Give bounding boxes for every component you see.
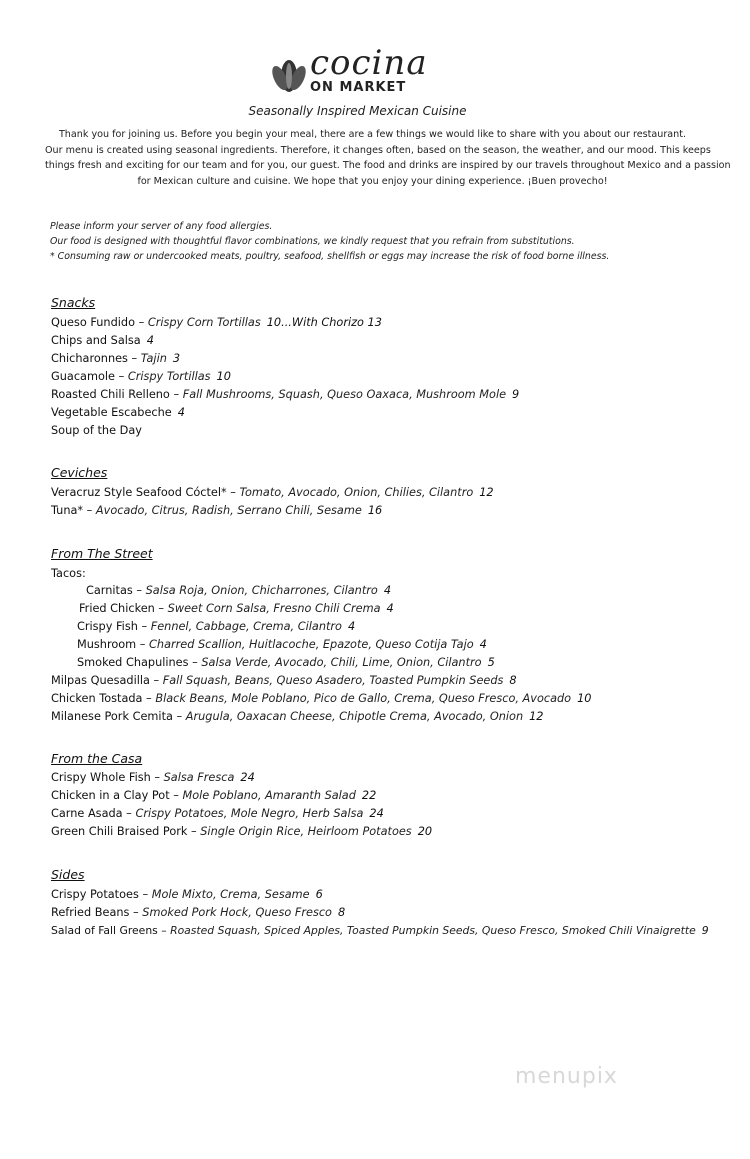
item-name: Queso Fundido bbox=[51, 316, 135, 329]
item-price: 24 bbox=[240, 771, 255, 784]
item-name: Mushroom bbox=[77, 638, 137, 651]
item-price: 8 bbox=[337, 906, 346, 919]
item-name: Soup of the Day bbox=[51, 424, 142, 437]
item-description: Crispy Corn Tortillas bbox=[147, 316, 261, 329]
menu-item: Guacamole – Crispy Tortillas 10 bbox=[51, 370, 231, 383]
item-price: 20 bbox=[417, 825, 433, 838]
item-price: 9 bbox=[512, 388, 520, 401]
agave-leaf-icon bbox=[270, 54, 308, 94]
menu-item: Salad of Fall Greens – Roasted Squash, Spiced Apples, Toasted Pumpkin Seeds, Queso Fresco, Smoked Chili Vinaigrette 9 bbox=[51, 924, 709, 937]
item-price: 12 bbox=[529, 710, 544, 723]
item-price: 4 bbox=[386, 602, 394, 615]
menu-item: Milanese Pork Cemita – Arugula, Oaxacan Cheese, Chipotle Crema, Avocado, Onion 12 bbox=[51, 710, 544, 723]
menu-item: Chicken Tostada – Black Beans, Mole Poblano, Pico de Gallo, Crema, Queso Fresco, Avocado 10 bbox=[51, 692, 592, 705]
item-name: Fried Chicken bbox=[79, 602, 155, 615]
logo-wordmark: cocina bbox=[310, 43, 428, 83]
restaurant-logo bbox=[270, 43, 450, 102]
note-line: * Consuming raw or undercooked meats, poultry, seafood, shellfish or eggs may increase the risk of food borne illness. bbox=[50, 251, 610, 262]
item-name: Carne Asada bbox=[51, 807, 123, 820]
logo-subtitle: ON MARKET bbox=[310, 80, 407, 95]
menu-item: Roasted Chili Relleno – Fall Mushrooms, Squash, Queso Oaxaca, Mushroom Mole 9 bbox=[51, 388, 520, 401]
taco-item: Mushroom – Charred Scallion, Huitlacoche, Epazote, Queso Cotija Tajo 4 bbox=[77, 638, 487, 651]
item-name: Guacamole bbox=[51, 370, 115, 383]
menu-item bbox=[51, 406, 185, 419]
section-title-ceviches: Ceviches bbox=[51, 465, 108, 480]
taco-item: Crispy Fish – Fennel, Cabbage, Crema, Cilantro 4 bbox=[77, 620, 356, 633]
item-description: Black Beans, Mole Poblano, Pico de Gallo, Crema, Queso Fresco, Avocado bbox=[155, 692, 572, 705]
item-description: Sweet Corn Salsa, Fresno Chili Crema bbox=[167, 602, 381, 615]
item-description: Charred Scallion, Huitlacoche, Epazote, Queso Cotija Tajo bbox=[149, 638, 474, 651]
menu-item: Carne Asada – Crispy Potatoes, Mole Negro, Herb Salsa 24 bbox=[51, 807, 384, 820]
item-price: 4 bbox=[146, 334, 154, 347]
taco-item: Fried Chicken – Sweet Corn Salsa, Fresno Chili Crema 4 bbox=[79, 602, 394, 615]
item-description: Tajin bbox=[140, 352, 167, 365]
menu-item: Tuna* – Avocado, Citrus, Radish, Serrano Chili, Sesame 16 bbox=[51, 504, 383, 517]
item-description: Salsa Roja, Onion, Chicharrones, Cilantro bbox=[145, 584, 378, 597]
tagline: Seasonally Inspired Mexican Cuisine bbox=[248, 104, 467, 118]
tacos-label: Tacos: bbox=[51, 567, 86, 580]
menu-item: Chicharonnes – Tajin 3 bbox=[51, 352, 181, 365]
item-description: Avocado, Citrus, Radish, Serrano Chili, Sesame bbox=[95, 504, 362, 517]
item-description: Single Origin Rice, Heirloom Potatoes bbox=[200, 825, 412, 838]
item-name: Green Chili Braised Pork bbox=[51, 825, 188, 838]
item-description: Salsa Verde, Avocado, Chili, Lime, Onion, Cilantro bbox=[201, 656, 482, 669]
item-description: Crispy Tortillas bbox=[127, 370, 211, 383]
item-price: 10...With Chorizo 13 bbox=[266, 316, 382, 329]
item-description: Mole Poblano, Amaranth Salad bbox=[182, 789, 356, 802]
item-name: Chicken in a Clay Pot bbox=[51, 789, 170, 802]
item-description: Fall Squash, Beans, Queso Asadero, Toasted Pumpkin Seeds bbox=[162, 674, 504, 687]
watermark: menupix bbox=[515, 1064, 618, 1089]
item-name: Roasted Chili Relleno bbox=[51, 388, 170, 401]
menu-item: Crispy Whole Fish – Salsa Fresca 24 bbox=[51, 771, 255, 784]
intro-line: things fresh and exciting for our team and for you, our guest. The food and drinks are inspired by our travels throughout Mexico and a passion bbox=[45, 160, 731, 171]
item-price: 8 bbox=[509, 674, 517, 687]
item-price: 3 bbox=[172, 352, 181, 365]
item-price: 6 bbox=[315, 888, 323, 901]
item-price: 4 bbox=[347, 620, 356, 633]
item-name: Chips and Salsa bbox=[51, 334, 141, 347]
taco-item: Smoked Chapulines – Salsa Verde, Avocado, Chili, Lime, Onion, Cilantro 5 bbox=[77, 656, 495, 669]
item-description: Smoked Pork Hock, Queso Fresco bbox=[142, 906, 332, 919]
section-title-street: From The Street bbox=[51, 546, 153, 561]
menu-item: Chicken in a Clay Pot – Mole Poblano, Amaranth Salad 22 bbox=[51, 789, 377, 802]
section-title-casa: From the Casa bbox=[51, 751, 143, 766]
item-name: Smoked Chapulines bbox=[77, 656, 189, 669]
intro-line: Thank you for joining us. Before you begin your meal, there are a few things we would like to share with you about our restaurant. bbox=[58, 129, 687, 140]
item-price: 5 bbox=[487, 656, 495, 669]
item-price: 4 bbox=[177, 406, 185, 419]
menu-item: Refried Beans – Smoked Pork Hock, Queso Fresco 8 bbox=[51, 906, 346, 919]
item-description: Fennel, Cabbage, Crema, Cilantro bbox=[150, 620, 342, 633]
allergy-notes bbox=[50, 219, 710, 264]
item-name: Salad of Fall Greens bbox=[51, 924, 158, 937]
item-price: 12 bbox=[479, 486, 494, 499]
section-title-snacks: Snacks bbox=[51, 295, 96, 310]
menu-item bbox=[51, 424, 142, 437]
item-description: Roasted Squash, Spiced Apples, Toasted Pumpkin Seeds, Queso Fresco, Smoked Chili Vinaigrette bbox=[170, 924, 696, 937]
item-name: Crispy Fish bbox=[77, 620, 138, 633]
item-name: Carnitas bbox=[86, 584, 133, 597]
item-name: Veracruz Style Seafood Cóctel* bbox=[51, 486, 227, 499]
item-description: Fall Mushrooms, Squash, Queso Oaxaca, Mushroom Mole bbox=[182, 388, 507, 401]
menu-item: Green Chili Braised Pork – Single Origin Rice, Heirloom Potatoes 20 bbox=[51, 825, 433, 838]
item-price: 24 bbox=[369, 807, 384, 820]
item-price: 22 bbox=[361, 789, 377, 802]
item-name: Crispy Whole Fish bbox=[51, 771, 151, 784]
item-description: Salsa Fresca bbox=[163, 771, 235, 784]
section-title-sides: Sides bbox=[51, 867, 85, 882]
note-line: Please inform your server of any food allergies. bbox=[50, 221, 273, 232]
item-price: 16 bbox=[367, 504, 383, 517]
item-name: Crispy Potatoes bbox=[51, 888, 139, 901]
item-name: Milanese Pork Cemita bbox=[51, 710, 173, 723]
menu-item bbox=[51, 334, 154, 347]
item-price: 10 bbox=[577, 692, 592, 705]
item-description: Tomato, Avocado, Onion, Chilies, Cilantro bbox=[239, 486, 474, 499]
intro-line: for Mexican culture and cuisine. We hope that you enjoy your dining experience. ¡Buen provecho! bbox=[137, 175, 608, 187]
item-name: Tuna* bbox=[51, 504, 84, 517]
item-description: Mole Mixto, Crema, Sesame bbox=[151, 888, 310, 901]
note-line: Our food is designed with thoughtful flavor combinations, we kindly request that you refrain from substitutions. bbox=[50, 236, 575, 247]
item-name: Milpas Quesadilla bbox=[51, 674, 150, 687]
taco-item: Carnitas – Salsa Roja, Onion, Chicharrones, Cilantro 4 bbox=[86, 584, 391, 597]
item-price: 4 bbox=[479, 638, 487, 651]
item-name: Refried Beans bbox=[51, 906, 130, 919]
item-description: Arugula, Oaxacan Cheese, Chipotle Crema, Avocado, Onion bbox=[185, 710, 524, 723]
intro-paragraph bbox=[45, 127, 731, 189]
item-price: 10 bbox=[216, 370, 231, 383]
item-price: 4 bbox=[383, 584, 391, 597]
menu-item: Crispy Potatoes – Mole Mixto, Crema, Sesame 6 bbox=[51, 888, 323, 901]
item-name: Vegetable Escabeche bbox=[51, 406, 172, 419]
item-name: Chicharonnes bbox=[51, 352, 128, 365]
menu-item: Veracruz Style Seafood Cóctel* – Tomato, Avocado, Onion, Chilies, Cilantro 12 bbox=[51, 486, 494, 499]
item-name: Chicken Tostada bbox=[51, 692, 143, 705]
menu-item: Queso Fundido – Crispy Corn Tortillas 10...With Chorizo 13 bbox=[51, 316, 382, 329]
item-description: Crispy Potatoes, Mole Negro, Herb Salsa bbox=[135, 807, 364, 820]
menu-item: Milpas Quesadilla – Fall Squash, Beans, Queso Asadero, Toasted Pumpkin Seeds 8 bbox=[51, 674, 517, 687]
item-price: 9 bbox=[701, 924, 709, 937]
intro-line: Our menu is created using seasonal ingredients. Therefore, it changes often, based on the season, the weather, and our mood. This keeps bbox=[45, 144, 711, 156]
